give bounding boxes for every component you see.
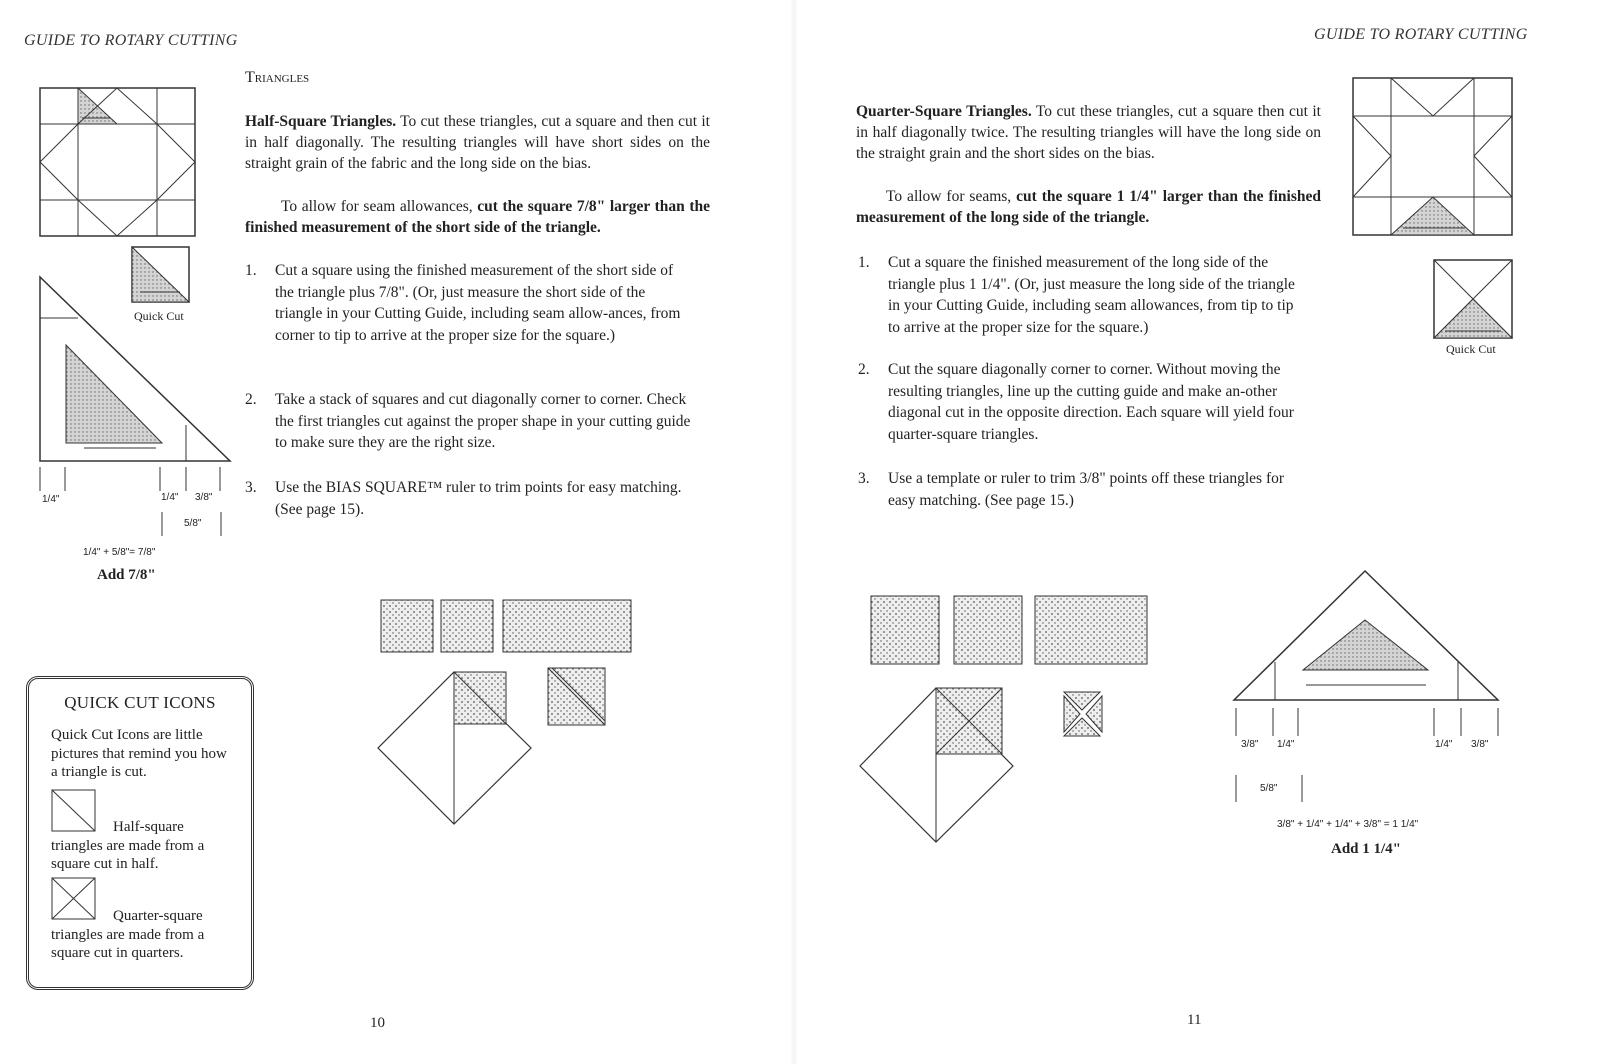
step-text: Take a stack of squares and cut diagonally corner to corner. Check the first triangles cut against the proper shape in your cutting guide to make sure they are the right size. (275, 391, 691, 451)
quick-cut-label-left: Quick Cut (134, 309, 184, 323)
allowance-bold: cut the square 1 1/4" larger than the finished measurement of the long side of the triangle. (856, 188, 1322, 226)
half-square-body: To cut these triangles, cut a square and then cut it in half diagonally. The resulting triangles will have short sides on the straight grain of the fabric and the long side on the bias. (245, 113, 710, 172)
dim-label: 3/8" (1471, 739, 1489, 750)
add-amount-right: Add 1 1/4" (1331, 841, 1402, 857)
half-square-triangle-diagram (38, 275, 233, 495)
step-text: Cut the square diagonally corner to corner. Without moving the resulting triangles, line up the cutting guide and make an-other diagonal cut in the opposite direction. Each square will yield four quarter-square triangles. (888, 361, 1294, 443)
allowance-bold: cut the square 7/8" larger than the finished measurement of the short side of the triangle. (245, 198, 711, 236)
page-number-left: 10 (370, 1015, 385, 1031)
dim-label: 1/4" (161, 492, 179, 503)
quarter-square-body: To cut these triangles, cut a square then cut it in half diagonally twice. The resulting triangles will have the long side on the straight grain and the short sides on the bias. (856, 103, 1321, 162)
step-text: Use the BIAS SQUARE™ ruler to trim points for easy matching. (See page 15). (275, 479, 682, 518)
quick-cut-label-right: Quick Cut (1446, 342, 1496, 356)
quarter-square-cutting-illustration (858, 594, 1148, 844)
step-text: Use a template or ruler to trim 3/8" points off these triangles for easy matching. (See page 15.) (888, 470, 1285, 509)
page-number-right: 11 (1187, 1012, 1202, 1028)
half-square-lead: Half-Square Triangles. (245, 113, 397, 130)
half-square-cutting-illustration (376, 598, 636, 830)
dim-formula: 1/4" + 5/8"= 7/8" (83, 547, 156, 558)
dim-label: 5/8" (1260, 783, 1278, 794)
quick-cut-icons-sidebar (26, 676, 254, 990)
right-page-header: GUIDE TO ROTARY CUTTING (1314, 26, 1528, 43)
section-title: Triangles (245, 69, 310, 86)
left-page-header: GUIDE TO ROTARY CUTTING (24, 32, 238, 49)
left-step-3 (245, 477, 710, 527)
quick-cut-quarter-icon (1433, 259, 1515, 341)
half-square-intro (245, 111, 710, 174)
step-number: 3. (858, 470, 870, 487)
step-number: 1. (245, 262, 257, 279)
sidebar-half-square: Half-square triangles are made from a square cut in half. (51, 819, 205, 872)
star-block-diagram-right (1353, 78, 1515, 238)
step-number: 1. (858, 254, 870, 271)
add-amount-left: Add 7/8" (97, 567, 156, 583)
dim-label: 1/4" (1435, 739, 1453, 750)
left-step-2 (245, 389, 710, 459)
step-text: Cut a square the finished measurement of the long side of the triangle plus 1 1/4". (Or, just measure the long side of the triangle in your Cutting Guide, including seam allowances, from tip to tip to arrive at the proper size for the square.) (888, 254, 1295, 336)
left-step-1 (245, 260, 710, 370)
half-square-allowance (245, 196, 710, 238)
quarter-square-allowance (856, 186, 1321, 228)
sidebar-quarter-square: Quarter-square triangles are made from a square cut in quarters. (51, 908, 205, 961)
step-text: Cut a square using the finished measurement of the short side of the triangle plus 7/8". (Or, just measure the short side of the triangle in your Cutting Guide, including seam allow-ances, from corner to tip to arrive at the proper size for the square.) (275, 262, 681, 344)
star-block-diagram (40, 88, 198, 238)
quarter-square-triangle-diagram (1232, 568, 1504, 808)
dim-label: 3/8" (195, 492, 213, 503)
allowance-lead: To allow for seam allowances, (281, 198, 473, 215)
step-number: 2. (858, 361, 870, 378)
sidebar-intro: Quick Cut Icons are little pictures that remind you how a triangle is cut. (51, 727, 227, 780)
right-step-2 (858, 359, 1318, 449)
right-step-3 (858, 468, 1318, 518)
quarter-square-lead: Quarter-Square Triangles. (856, 103, 1032, 120)
step-number: 2. (245, 391, 257, 408)
dim-label: 3/8" (1241, 739, 1259, 750)
dim-label: 1/4" (1277, 739, 1295, 750)
dim-label: 1/4" (42, 494, 60, 505)
right-step-1 (858, 252, 1318, 342)
quarter-square-intro (856, 101, 1321, 164)
sidebar-title: QUICK CUT ICONS (64, 693, 216, 712)
allowance-lead: To allow for seams, (886, 188, 1012, 205)
step-number: 3. (245, 479, 257, 496)
dim-label: 5/8" (184, 518, 202, 529)
dim-formula: 3/8" + 1/4" + 1/4" + 3/8" = 1 1/4" (1277, 819, 1419, 830)
book-gutter (790, 0, 798, 1064)
four-quarter-triangles (1064, 692, 1102, 736)
